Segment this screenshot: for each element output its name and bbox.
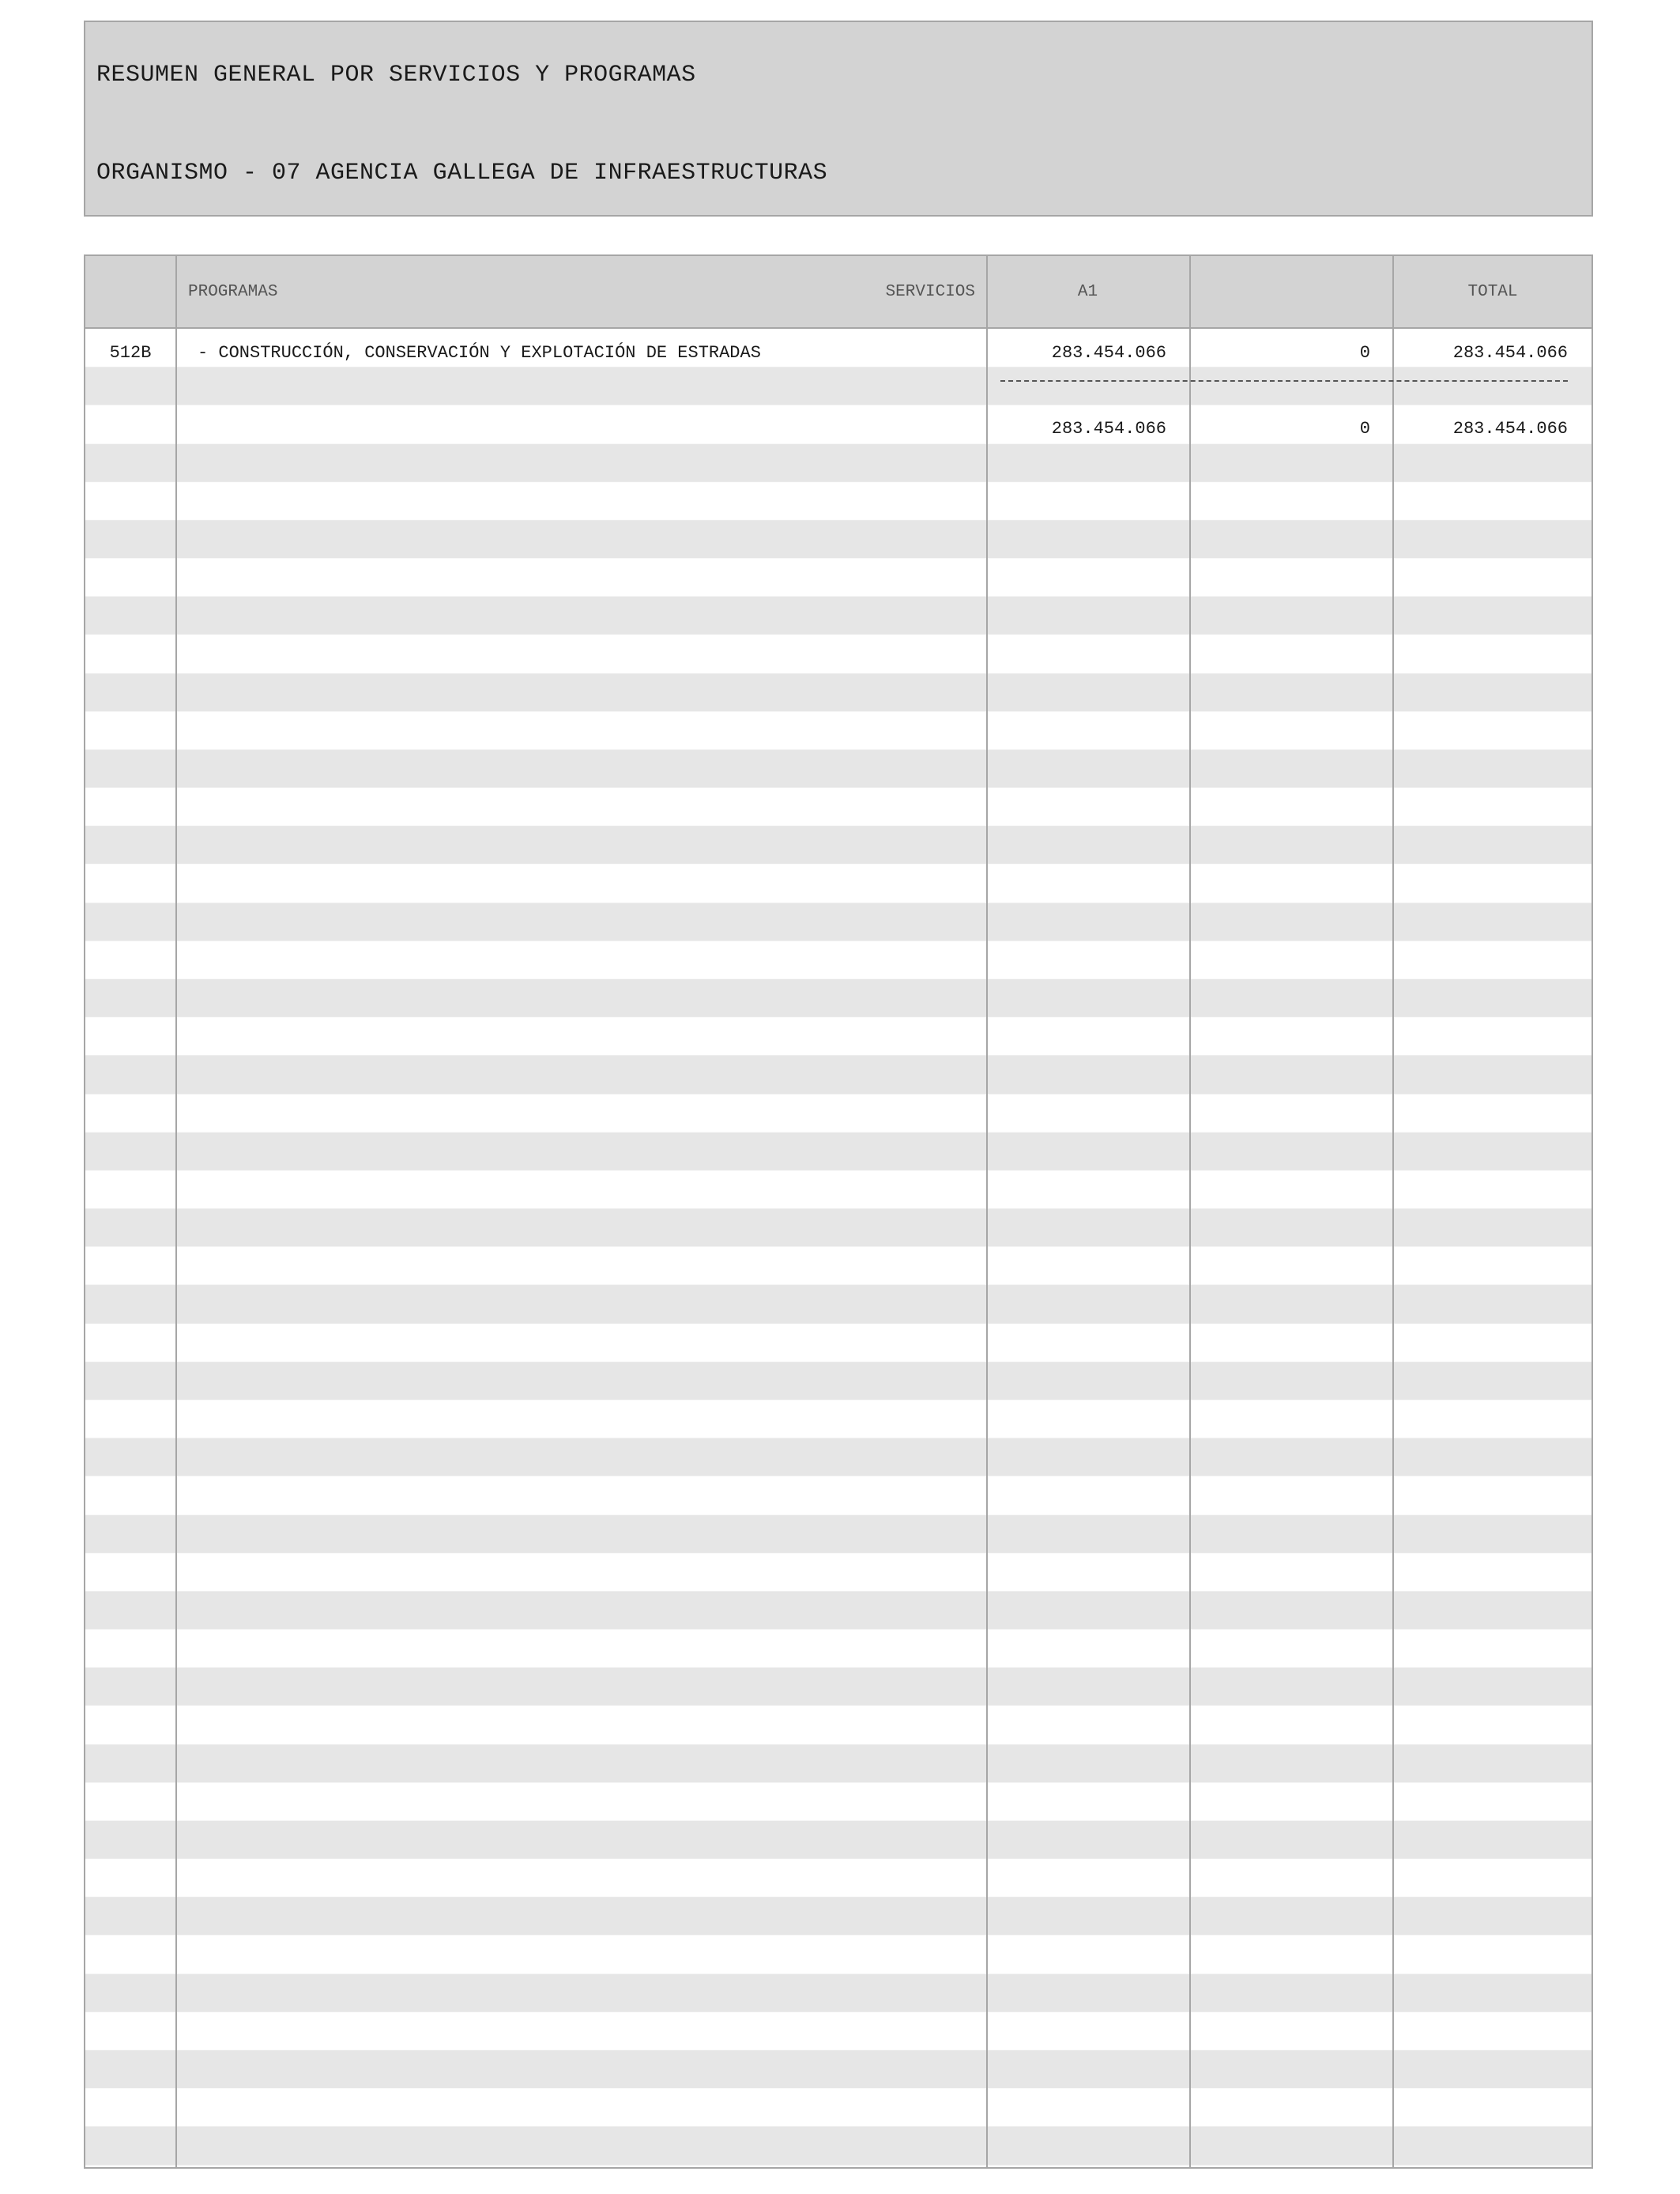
column-divider bbox=[175, 256, 177, 2167]
report-header bbox=[84, 21, 1593, 217]
column-header-a1: A1 bbox=[1077, 283, 1098, 301]
subtotal-separator bbox=[1000, 380, 1568, 382]
programs-table bbox=[84, 254, 1593, 2169]
column-divider bbox=[986, 256, 988, 2167]
row-a1-value: 283.454.066 bbox=[1051, 343, 1166, 363]
table-header bbox=[85, 256, 1591, 329]
row-program-code: 512B bbox=[109, 343, 152, 363]
row-total-value: 283.454.066 bbox=[1452, 343, 1568, 363]
column-header-total: TOTAL bbox=[1467, 283, 1518, 301]
organismo-line: ORGANISMO - 07 AGENCIA GALLEGA DE INFRAESTRUCTURAS bbox=[96, 160, 828, 187]
column-header-servicios: SERVICIOS bbox=[885, 283, 975, 301]
totals-a1-value: 283.454.066 bbox=[1051, 419, 1166, 439]
row-program-description: - CONSTRUCCIÓN, CONSERVACIÓN Y EXPLOTACIÓN DE ESTRADAS bbox=[198, 343, 761, 363]
totals-mid-value: 0 bbox=[1359, 419, 1370, 439]
column-divider bbox=[1392, 256, 1394, 2167]
report-title: RESUMEN GENERAL POR SERVICIOS Y PROGRAMAS bbox=[96, 62, 696, 89]
row-mid-value: 0 bbox=[1359, 343, 1370, 363]
totals-total-value: 283.454.066 bbox=[1452, 419, 1568, 439]
column-divider bbox=[1189, 256, 1191, 2167]
column-header-programas: PROGRAMAS bbox=[188, 283, 278, 301]
